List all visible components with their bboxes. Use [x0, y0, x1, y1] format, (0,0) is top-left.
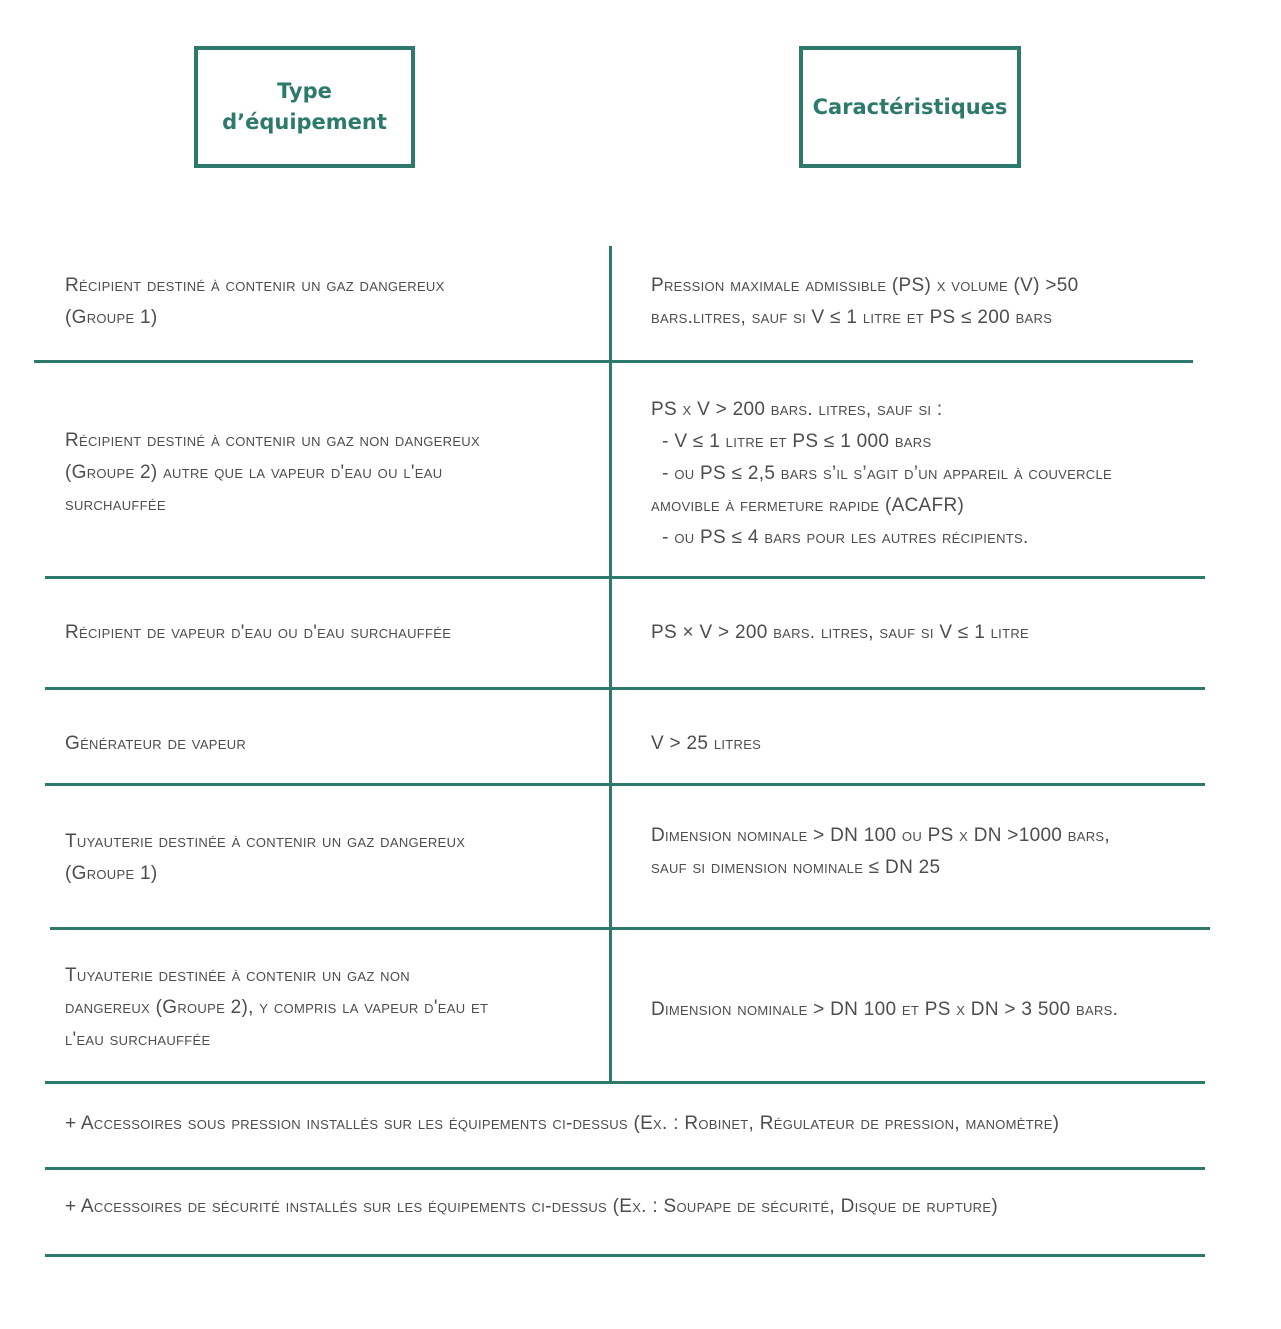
row-divider [45, 687, 1205, 690]
row2-type-line: (Groupe 2) autre que la vapeur d'eau ou l'eau [65, 462, 443, 483]
row4-characteristics [651, 728, 1211, 760]
header-type-line2: d’équipement [222, 110, 387, 134]
row2-equipment-type [65, 425, 585, 521]
row6-characteristics [651, 994, 1211, 1026]
header-equipment-type [194, 46, 415, 168]
row1-type-line: (Groupe 1) [65, 307, 158, 328]
row2-char-line: - ou PS ≤ 2,5 bars s’il s’agit d’un appareil à couvercle [651, 463, 1112, 484]
row3-type-line: Récipient de vapeur d'eau ou d'eau surchauffée [65, 622, 452, 643]
pressure-accessories-row: + Accessoires sous pression installés sur les équipements ci-dessus (Ex. : Robinet, Régulateur de pression, manomètre) [65, 1113, 1060, 1134]
row2-char-line: - V ≤ 1 litre et PS ≤ 1 000 bars [651, 431, 932, 452]
row4-equipment-type [65, 728, 585, 760]
row2-char-line: PS x V > 200 bars. litres, sauf si : [651, 399, 943, 420]
row-divider [45, 1167, 1205, 1170]
row2-type-line: surchauffée [65, 494, 166, 515]
row2-type-line: Récipient destiné à contenir un gaz non dangereux [65, 430, 480, 451]
row6-type-line: Tuyauterie destinée à contenir un gaz non [65, 965, 410, 986]
header-type-line1: Type [277, 79, 332, 103]
row2-char-line: amovible à fermeture rapide (ACAFR) [651, 495, 965, 516]
row1-char-line: bars.litres, sauf si V ≤ 1 litre et PS ≤ 200 bars [651, 307, 1053, 328]
row6-equipment-type [65, 960, 585, 1056]
row-divider [45, 1081, 1205, 1084]
row5-type-line: Tuyauterie destinée à contenir un gaz dangereux [65, 831, 466, 852]
row6-type-line: dangereux (Groupe 2), y compris la vapeur d'eau et [65, 997, 489, 1018]
row1-characteristics [651, 270, 1211, 334]
row5-characteristics [651, 820, 1211, 884]
row3-characteristics [651, 617, 1211, 649]
row-divider [45, 1254, 1205, 1257]
row5-type-line: (Groupe 1) [65, 863, 158, 884]
header-characteristics-label: Caractéristiques [812, 94, 1008, 119]
row4-char-line: V > 25 litres [651, 733, 762, 754]
row5-equipment-type [65, 826, 585, 890]
row-divider [45, 783, 1205, 786]
row2-characteristics [651, 394, 1211, 554]
row2-char-line: - ou PS ≤ 4 bars pour les autres récipients. [651, 527, 1029, 548]
row4-type-line: Générateur de vapeur [65, 733, 247, 754]
row5-char-line: Dimension nominale > DN 100 ou PS x DN >1000 bars, [651, 825, 1110, 846]
column-divider [609, 246, 612, 1082]
row1-equipment-type [65, 270, 585, 334]
row-divider [50, 927, 1210, 930]
safety-accessories-row: + Accessoires de sécurité installés sur les équipements ci-dessus (Ex. : Soupape de sécurité, Disque de rupture) [65, 1196, 998, 1217]
header-characteristics [799, 46, 1021, 168]
row6-type-line: l'eau surchauffée [65, 1029, 211, 1050]
row1-char-line: Pression maximale admissible (PS) x volume (V) >50 [651, 275, 1079, 296]
row-divider [45, 576, 1205, 579]
row3-equipment-type [65, 617, 585, 649]
row1-type-line: Récipient destiné à contenir un gaz dangereux [65, 275, 445, 296]
row5-char-line: sauf si dimension nominale ≤ DN 25 [651, 857, 941, 878]
row-divider [34, 360, 1193, 363]
row3-char-line: PS × V > 200 bars. litres, sauf si V ≤ 1 litre [651, 622, 1029, 643]
row6-char-line: Dimension nominale > DN 100 et PS x DN > 3 500 bars. [651, 999, 1119, 1020]
